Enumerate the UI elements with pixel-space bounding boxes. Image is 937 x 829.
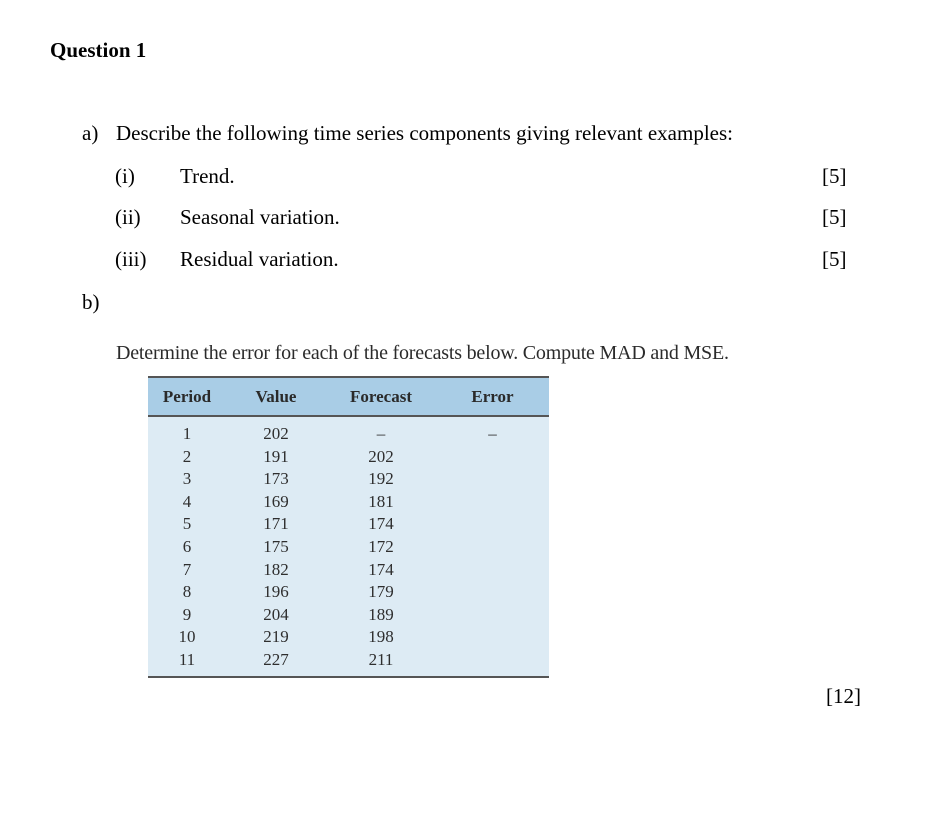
cell-error	[436, 649, 549, 677]
cell-period: 4	[148, 491, 226, 514]
table-row	[148, 604, 549, 627]
table-body	[148, 416, 549, 677]
cell-forecast: –	[326, 416, 436, 446]
cell-period: 1	[148, 416, 226, 446]
forecast-table	[148, 376, 549, 678]
cell-period: 5	[148, 513, 226, 536]
cell-value: 175	[226, 536, 326, 559]
cell-forecast: 179	[326, 581, 436, 604]
cell-value: 182	[226, 559, 326, 582]
part-b-marks: [12]	[826, 684, 861, 708]
sub-item-number: (i)	[115, 164, 135, 188]
table-row	[148, 559, 549, 582]
cell-period: 3	[148, 468, 226, 491]
header-value: Value	[226, 377, 326, 416]
sub-item-marks: [5]	[822, 247, 847, 271]
cell-error	[436, 446, 549, 469]
cell-forecast: 189	[326, 604, 436, 627]
cell-period: 11	[148, 649, 226, 677]
cell-error	[436, 513, 549, 536]
table-row	[148, 416, 549, 446]
cell-value: 204	[226, 604, 326, 627]
cell-value: 202	[226, 416, 326, 446]
sub-item-marks: [5]	[822, 164, 847, 188]
table-row	[148, 536, 549, 559]
part-b-label: b)	[82, 290, 100, 314]
cell-error	[436, 491, 549, 514]
cell-error	[436, 536, 549, 559]
cell-value: 173	[226, 468, 326, 491]
question-title: Question 1	[50, 38, 147, 62]
cell-forecast: 211	[326, 649, 436, 677]
cell-period: 7	[148, 559, 226, 582]
cell-period: 2	[148, 446, 226, 469]
sub-item-text: Trend.	[180, 164, 235, 188]
table-row	[148, 581, 549, 604]
part-a-prompt: Describe the following time series components giving relevant examples:	[116, 121, 733, 145]
cell-error	[436, 581, 549, 604]
cell-forecast: 198	[326, 626, 436, 649]
cell-error	[436, 468, 549, 491]
cell-period: 6	[148, 536, 226, 559]
cell-value: 227	[226, 649, 326, 677]
header-period: Period	[148, 377, 226, 416]
cell-forecast: 174	[326, 513, 436, 536]
cell-forecast: 172	[326, 536, 436, 559]
table-row	[148, 513, 549, 536]
cell-error	[436, 604, 549, 627]
sub-item-number: (ii)	[115, 205, 141, 229]
table-row	[148, 468, 549, 491]
cell-forecast: 192	[326, 468, 436, 491]
cell-error	[436, 626, 549, 649]
header-error: Error	[436, 377, 549, 416]
cell-value: 191	[226, 446, 326, 469]
table-header-row	[148, 377, 549, 416]
cell-error	[436, 559, 549, 582]
sub-item-marks: [5]	[822, 205, 847, 229]
cell-value: 169	[226, 491, 326, 514]
cell-period: 10	[148, 626, 226, 649]
sub-item-text: Seasonal variation.	[180, 205, 340, 229]
cell-value: 171	[226, 513, 326, 536]
cell-period: 9	[148, 604, 226, 627]
header-forecast: Forecast	[326, 377, 436, 416]
cell-forecast: 174	[326, 559, 436, 582]
cell-error: –	[436, 416, 549, 446]
cell-forecast: 202	[326, 446, 436, 469]
sub-item-number: (iii)	[115, 247, 147, 271]
table-row	[148, 491, 549, 514]
table-row	[148, 649, 549, 677]
cell-forecast: 181	[326, 491, 436, 514]
part-a-label: a)	[82, 121, 99, 145]
table-row	[148, 626, 549, 649]
table-row	[148, 446, 549, 469]
part-b-instruction: Determine the error for each of the forecasts below. Compute MAD and MSE.	[116, 342, 729, 364]
cell-value: 196	[226, 581, 326, 604]
sub-item-text: Residual variation.	[180, 247, 339, 271]
cell-value: 219	[226, 626, 326, 649]
cell-period: 8	[148, 581, 226, 604]
